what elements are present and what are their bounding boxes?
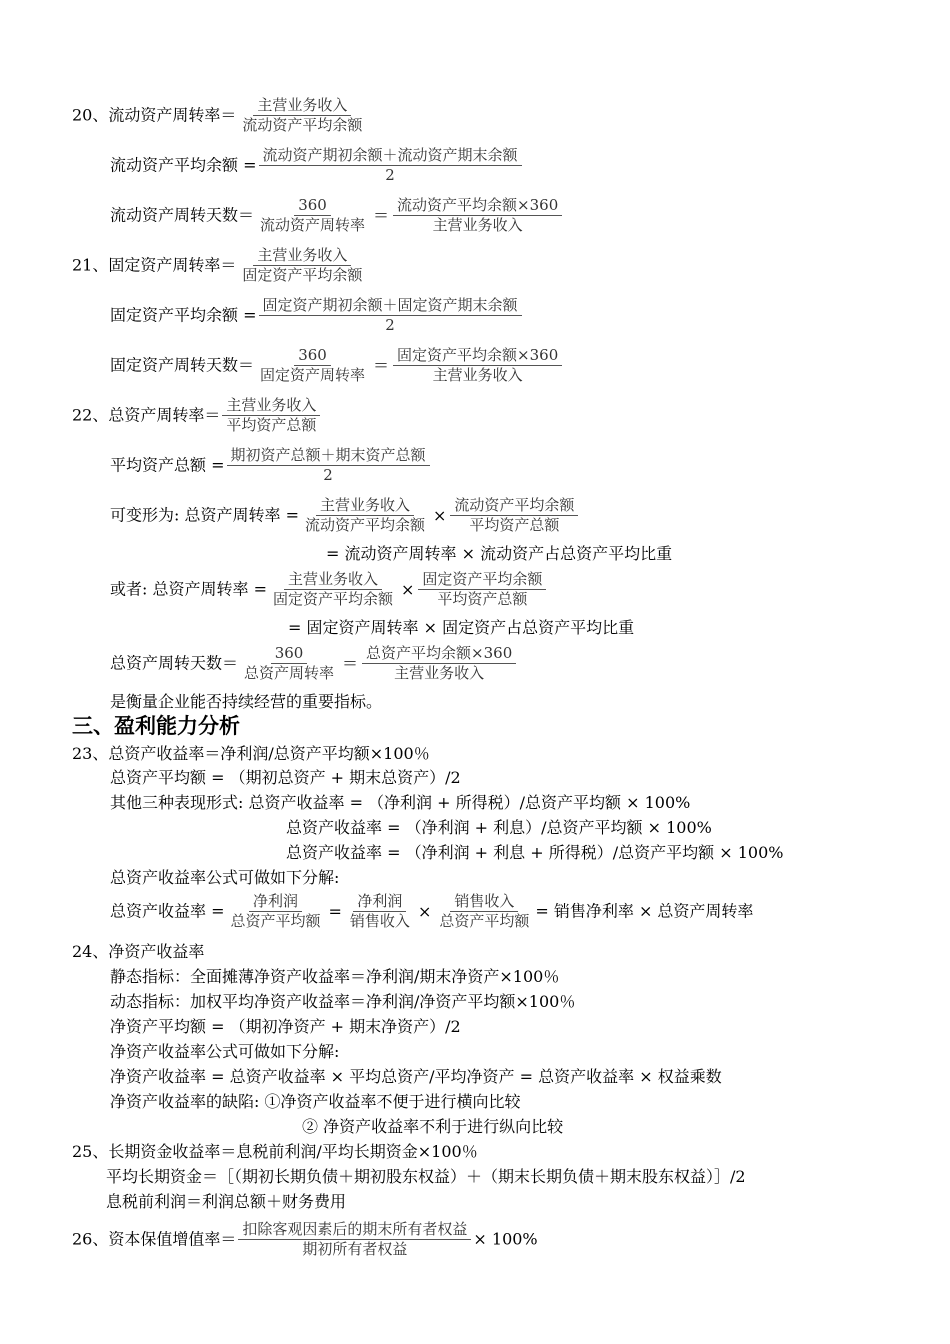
item-21-avg-fraction — [259, 296, 522, 335]
item-22-or-result: = 固定资产周转率 × 固定资产占总资产平均比重 — [288, 618, 635, 637]
fraction-denominator: 总资产平均额 — [230, 912, 321, 930]
item-23-line-5: 总资产收益率 = （净利润 + 利息 + 所得税）/总资产平均额 × 100% — [286, 843, 784, 862]
equals-sign: = — [328, 901, 342, 921]
item-22-or-fraction-2 — [418, 570, 546, 609]
item-20-days — [110, 196, 564, 235]
item-21-days-fraction-2 — [393, 346, 562, 385]
fraction-denominator: 平均资产总额 — [469, 516, 560, 534]
item-24-line-3: 动态指标：加权平均净资产收益率＝净利润/净资产平均额×100％ — [110, 992, 576, 1011]
fraction-numerator: 流动资产平均余额 — [450, 496, 578, 516]
fraction-denominator: 流动资产周转率 — [260, 216, 366, 234]
item-20-days-fraction-2 — [393, 196, 562, 235]
item-23-dec-fraction-1 — [227, 892, 325, 931]
fraction-numerator: 期初资产总额＋期末资产总额 — [227, 446, 430, 466]
fraction-denominator: 2 — [323, 466, 333, 484]
item-21-days-label: 固定资产周转天数＝ — [110, 355, 255, 375]
item-20-label: 20、流动资产周转率＝ — [72, 105, 237, 125]
item-22-turnover — [72, 396, 322, 435]
fraction-numerator: 流动资产平均余额×360 — [393, 196, 562, 216]
item-20-turnover — [72, 96, 368, 135]
item-20-fraction — [238, 96, 366, 135]
fraction-numerator: 固定资产期初余额＋固定资产期末余额 — [259, 296, 522, 316]
item-23-dec-label: 总资产收益率 = — [110, 901, 225, 921]
item-23-line-1: 23、总资产收益率＝净利润/总资产平均额×100％ — [72, 744, 430, 763]
item-22-label: 22、总资产周转率＝ — [72, 405, 221, 425]
item-22-fraction — [222, 396, 320, 435]
equals-sign: ＝ — [373, 355, 390, 375]
fraction-numerator: 主营业务收入 — [284, 570, 382, 590]
fraction-denominator: 2 — [385, 316, 395, 334]
item-24-line-1: 24、净资产收益率 — [72, 942, 205, 961]
item-24-line-5: 净资产收益率公式可做如下分解: — [110, 1042, 340, 1061]
item-23-decomposition — [110, 892, 753, 931]
item-25-line-1: 25、长期资金收益率＝息税前利润/平均长期资金×100％ — [72, 1142, 478, 1161]
item-26-suffix: × 100% — [473, 1229, 538, 1249]
item-26-fraction — [238, 1220, 471, 1259]
item-20-average — [110, 146, 524, 185]
fraction-denominator: 主营业务收入 — [432, 366, 523, 384]
item-22-days-fraction-2 — [362, 644, 516, 683]
item-22-or — [110, 570, 548, 609]
item-22-avg-label: 平均资产总额 = — [110, 455, 225, 475]
item-23-line-3: 其他三种表现形式: 总资产收益率 = （净利润 + 所得税）/总资产平均额 × 100% — [110, 793, 691, 812]
item-22-variant — [110, 496, 580, 535]
fraction-denominator: 固定资产平均余额 — [242, 266, 363, 284]
fraction-numerator: 360 — [271, 644, 308, 664]
item-21-avg-label: 固定资产平均余额 = — [110, 305, 257, 325]
item-20-avg-label: 流动资产平均余额 = — [110, 155, 257, 175]
fraction-numerator: 流动资产期初余额＋流动资产期末余额 — [259, 146, 522, 166]
fraction-denominator: 总资产平均额 — [439, 912, 530, 930]
item-21-average — [110, 296, 524, 335]
fraction-numerator: 净利润 — [249, 892, 302, 912]
fraction-denominator: 主营业务收入 — [432, 216, 523, 234]
fraction-denominator: 平均资产总额 — [226, 416, 317, 434]
fraction-numerator: 净利润 — [353, 892, 406, 912]
fraction-denominator: 流动资产平均余额 — [304, 516, 425, 534]
fraction-numerator: 主营业务收入 — [316, 496, 414, 516]
item-26 — [72, 1220, 538, 1259]
item-22-variant-fraction-1 — [301, 496, 429, 535]
equals-sign: ＝ — [342, 653, 359, 673]
item-20-days-label: 流动资产周转天数＝ — [110, 205, 255, 225]
item-22-variant-label: 可变形为: 总资产周转率 = — [110, 505, 299, 525]
item-26-label: 26、资本保值增值率＝ — [72, 1229, 237, 1249]
item-24-line-4: 净资产平均额 = （期初净资产 + 期末净资产）/2 — [110, 1017, 461, 1036]
fraction-numerator: 主营业务收入 — [253, 96, 351, 116]
item-22-days-label: 总资产周转天数＝ — [110, 653, 239, 673]
item-21-days — [110, 346, 564, 385]
item-21-turnover — [72, 246, 368, 285]
fraction-numerator: 主营业务收入 — [253, 246, 351, 266]
fraction-denominator: 销售收入 — [349, 912, 410, 930]
item-22-average — [110, 446, 432, 485]
item-25-line-2: 平均长期资金＝［（期初长期负债＋期初股东权益）＋（期末长期负债＋期末股东权益）］/2 — [106, 1167, 746, 1186]
item-24-line-6: 净资产收益率 = 总资产收益率 × 平均总资产/平均净资产 = 总资产收益率 × 权益乘数 — [110, 1067, 722, 1086]
fraction-numerator: 总资产平均余额×360 — [362, 644, 516, 664]
item-25-line-3: 息税前利润＝利润总额＋财务费用 — [106, 1192, 347, 1211]
times-sign: × — [417, 901, 432, 921]
item-22-avg-fraction — [227, 446, 430, 485]
fraction-numerator: 360 — [294, 346, 331, 366]
item-22-variant-fraction-2 — [450, 496, 578, 535]
item-23-dec-fraction-2 — [346, 892, 414, 931]
fraction-numerator: 主营业务收入 — [222, 396, 320, 416]
times-sign: × — [433, 505, 447, 525]
item-21-label: 21、固定资产周转率＝ — [72, 255, 237, 275]
times-sign: × — [401, 579, 415, 599]
fraction-denominator: 固定资产平均余额 — [272, 590, 393, 608]
item-20-days-fraction-1 — [256, 196, 369, 235]
fraction-denominator: 平均资产总额 — [437, 590, 528, 608]
item-22-variant-result: = 流动资产周转率 × 流动资产占总资产平均比重 — [326, 544, 673, 563]
item-21-days-fraction-1 — [256, 346, 369, 385]
item-23-line-2: 总资产平均额 = （期初总资产 + 期末总资产）/2 — [110, 768, 461, 787]
item-24-line-8: ② 净资产收益率不利于进行纵向比较 — [302, 1117, 564, 1136]
item-21-fraction — [238, 246, 366, 285]
fraction-denominator: 流动资产平均余额 — [242, 116, 363, 134]
fraction-denominator: 固定资产周转率 — [260, 366, 366, 384]
item-22-or-fraction-1 — [269, 570, 397, 609]
fraction-numerator: 360 — [294, 196, 331, 216]
fraction-numerator: 扣除客观因素后的期末所有者权益 — [238, 1220, 471, 1240]
item-22-note: 是衡量企业能否持续经营的重要指标。 — [110, 692, 383, 711]
fraction-numerator: 销售收入 — [450, 892, 518, 912]
item-23-dec-result: = 销售净利率 × 总资产周转率 — [535, 901, 754, 921]
item-23-line-6: 总资产收益率公式可做如下分解: — [110, 868, 340, 887]
section-heading: 三、盈利能力分析 — [72, 714, 240, 738]
item-22-or-label: 或者: 总资产周转率 = — [110, 579, 267, 599]
item-22-days-fraction-1 — [240, 644, 338, 683]
item-23-dec-fraction-3 — [435, 892, 533, 931]
item-23-line-4: 总资产收益率 = （净利润 + 利息）/总资产平均额 × 100% — [286, 818, 712, 837]
fraction-denominator: 期初所有者权益 — [302, 1240, 408, 1258]
fraction-denominator: 2 — [385, 166, 395, 184]
fraction-numerator: 固定资产平均余额 — [418, 570, 546, 590]
item-20-avg-fraction — [259, 146, 522, 185]
fraction-denominator: 主营业务收入 — [394, 664, 485, 682]
item-24-line-7: 净资产收益率的缺陷: ①净资产收益率不便于进行横向比较 — [110, 1092, 521, 1111]
fraction-denominator: 总资产周转率 — [244, 664, 335, 682]
item-22-days — [110, 644, 518, 683]
equals-sign: ＝ — [373, 205, 390, 225]
fraction-numerator: 固定资产平均余额×360 — [393, 346, 562, 366]
item-24-line-2: 静态指标：全面摊薄净资产收益率＝净利润/期末净资产×100％ — [110, 967, 560, 986]
